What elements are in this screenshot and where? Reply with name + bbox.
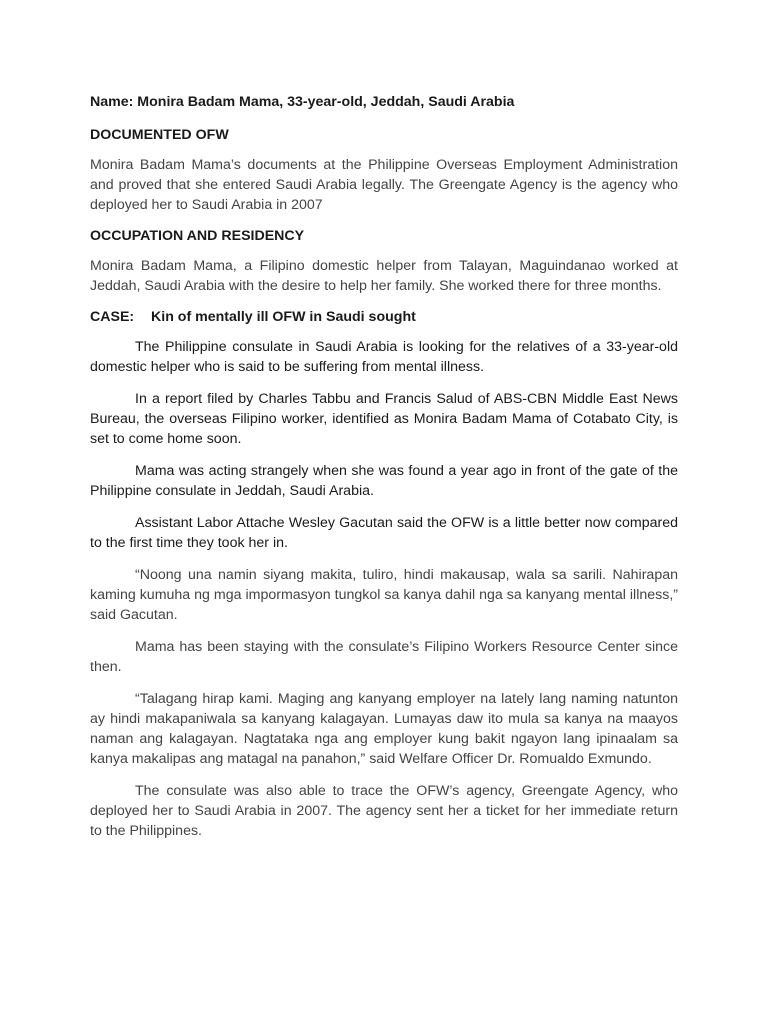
heading-case	[90, 308, 678, 326]
case-paragraph-3: Mama was acting strangely when she was found a year ago in front of the gate of the Philippine consulate in Jeddah, Saudi Arabia.	[90, 463, 678, 499]
case-paragraph-7-quote: “Talagang hirap kami. Maging ang kanyang employer na lately lang naming natunton ay hindi makapaniwala sa kanyang kalagayan. Lumayas daw ito mula sa kanya na maayos naman ang kalagayan. Nagtataka nga ang employer kung bakit ngayon lang ipinaalam sa kanya makalipas ang matagal na panahon,” said Welfare Officer Dr. Romualdo Exmundo.	[90, 691, 678, 767]
case-paragraph-6: Mama has been staying with the consulate’s Filipino Workers Resource Center since then.	[90, 639, 678, 675]
paragraph-occupation-residency: Monira Badam Mama, a Filipino domestic helper from Talayan, Maguindanao worked at Jeddah, Saudi Arabia with the desire to help her family. She worked there for three months.	[90, 258, 678, 294]
case-paragraph-1: The Philippine consulate in Saudi Arabia is looking for the relatives of a 33-year-old domestic helper who is said to be suffering from mental illness.	[90, 339, 678, 375]
heading-documented-ofw: DOCUMENTED OFW	[90, 127, 229, 143]
case-paragraph-5-quote: “Noong una namin siyang makita, tuliro, hindi makausap, wala sa sarili. Nahirapan kaming kumuha ng mga impormasyon tungkol sa kanya dahil nga sa kanyang mental illness,” said Gacutan.	[90, 567, 678, 623]
heading-occupation-residency: OCCUPATION AND RESIDENCY	[90, 228, 305, 244]
case-paragraph-8: The consulate was also able to trace the OFW’s agency, Greengate Agency, who deployed her to Saudi Arabia in 2007. The agency sent her a ticket for her immediate return to the Philippines.	[90, 783, 678, 839]
case-label: CASE:	[90, 309, 135, 325]
case-title: Kin of mentally ill OFW in Saudi sought	[151, 309, 416, 325]
case-paragraph-2: In a report filed by Charles Tabbu and Francis Salud of ABS-CBN Middle East News Bureau, the overseas Filipino worker, identified as Monira Badam Mama of Cotabato City, is set to come home soon.	[90, 391, 678, 447]
name-line: Name: Monira Badam Mama, 33-year-old, Jeddah, Saudi Arabia	[90, 94, 515, 110]
paragraph-documented-ofw: Monira Badam Mama’s documents at the Philippine Overseas Employment Administration and proved that she entered Saudi Arabia legally. The Greengate Agency is the agency who deployed her to Saudi Arabia in 2007	[90, 157, 678, 213]
case-paragraph-4: Assistant Labor Attache Wesley Gacutan said the OFW is a little better now compared to the first time they took her in.	[90, 515, 678, 551]
